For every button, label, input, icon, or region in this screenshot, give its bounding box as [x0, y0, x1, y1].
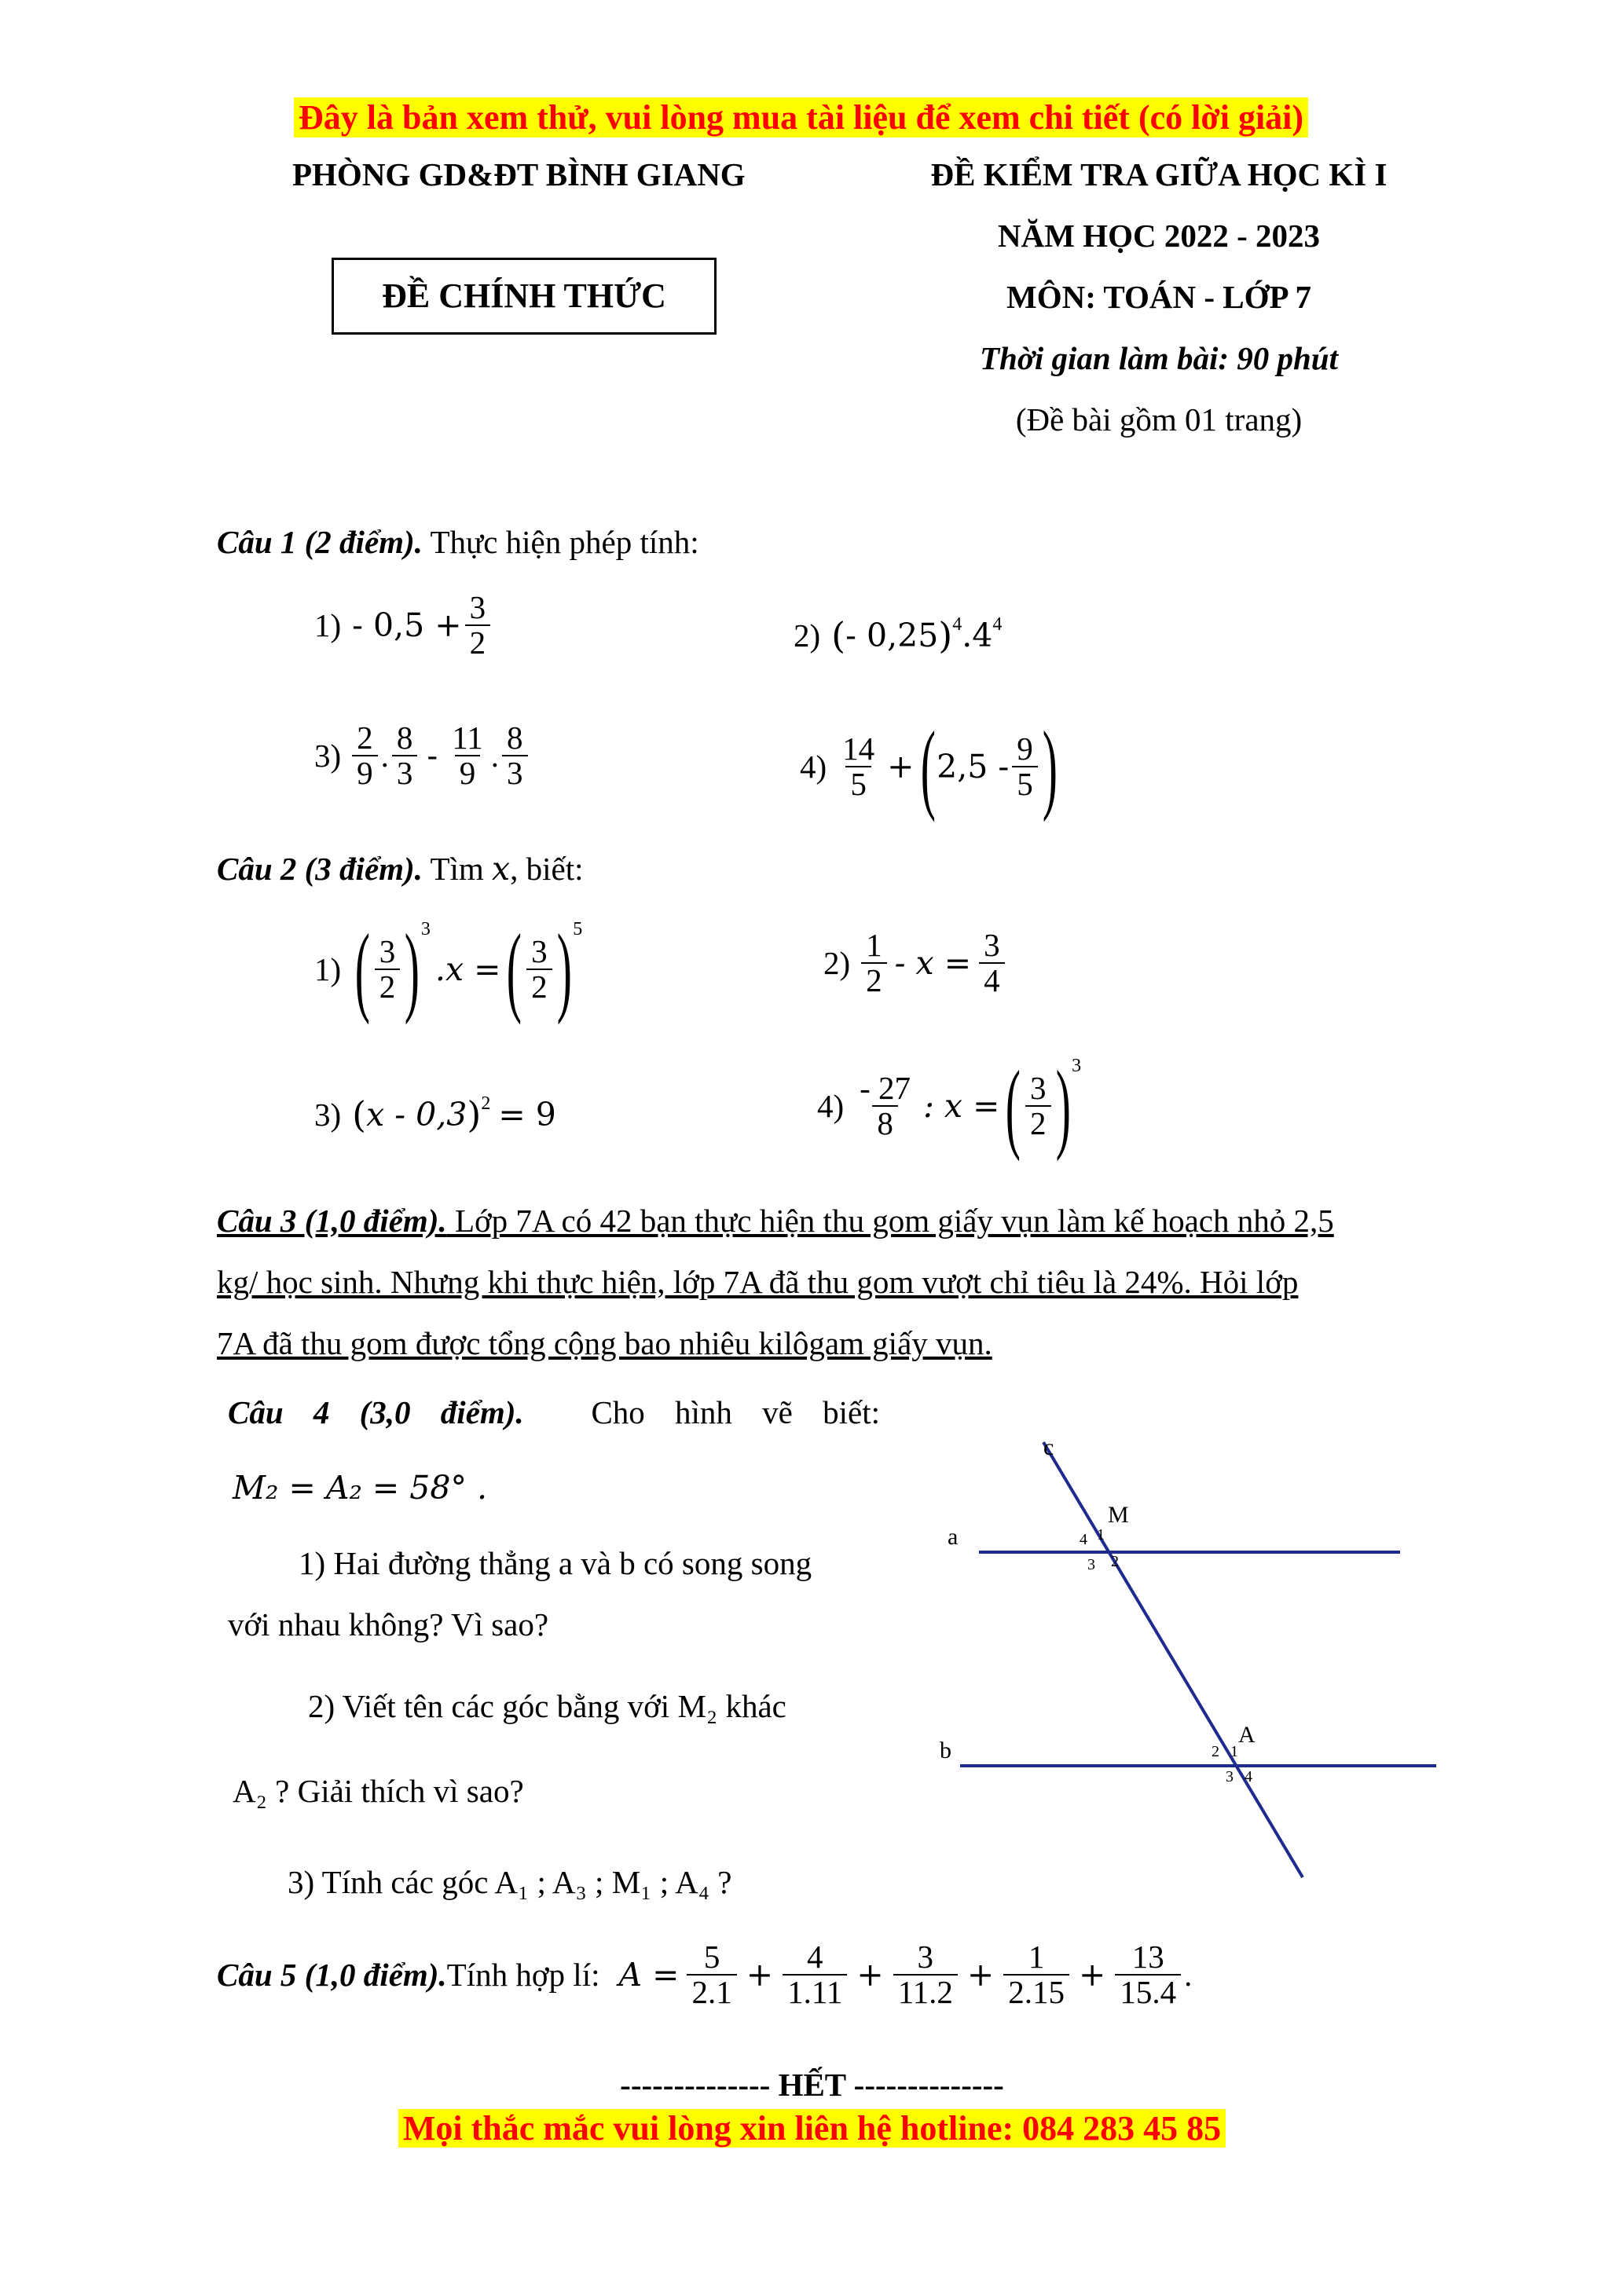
- fraction: [861, 928, 887, 998]
- right-paren: ): [405, 914, 420, 1025]
- variable: x: [492, 850, 511, 888]
- plus-operator: +: [746, 1956, 774, 1994]
- official-exam-box: ĐỀ CHÍNH THỨC: [332, 258, 717, 335]
- question-3-title: Câu 3 (1,0 điểm).: [217, 1203, 447, 1239]
- banner-top: Đây là bản xem thử, vui lòng mua tài liệu để xem chi tiết (có lời giải): [294, 97, 1308, 137]
- fraction: [1115, 1940, 1181, 2009]
- item-label: 4): [817, 1088, 845, 1124]
- numerator: 3: [531, 932, 548, 969]
- page-count: (Đề bài gồm 01 trang): [1015, 401, 1303, 438]
- question-4-part-1a: 1) Hai đường thẳng a và b có song song: [299, 1545, 812, 1581]
- question-4-title: Câu 4 (3,0 điểm).: [228, 1394, 524, 1430]
- denominator: 2: [465, 624, 491, 660]
- numerator: 4: [806, 1939, 823, 1975]
- fraction: [392, 721, 418, 790]
- item-label: 1): [314, 607, 342, 644]
- numerator: 3: [379, 932, 396, 969]
- numerator: 3: [984, 927, 1000, 963]
- question-4-part-2b: A₂ ? Giải thích vì sao?: [233, 1773, 524, 1809]
- item-label: 4): [800, 749, 827, 785]
- question-1-prompt: Thực hiện phép tính:: [422, 524, 699, 560]
- fraction: [1025, 1071, 1051, 1141]
- department-name: PHÒNG GD&ĐT BÌNH GIANG: [292, 156, 746, 192]
- numerator: 13: [1131, 1939, 1164, 1975]
- fraction: [447, 721, 487, 790]
- left-paren: (: [920, 711, 936, 822]
- question-2-title: Câu 2 (3 điểm).: [217, 851, 423, 887]
- fraction: [375, 932, 401, 1005]
- angle-A2: 2: [1212, 1743, 1219, 1760]
- banner-bottom: Mọi thắc mắc vui lòng xin liên hệ hotline: 084 283 45 85: [398, 2109, 1226, 2148]
- angle-M1: 1: [1097, 1526, 1105, 1543]
- angle-A3: 3: [1226, 1768, 1234, 1785]
- line-c: [1043, 1442, 1303, 1877]
- q2-item-3: [314, 1093, 556, 1136]
- exponent: 4: [952, 614, 962, 635]
- operator: -: [427, 737, 438, 775]
- plus-operator: +: [966, 1956, 995, 1994]
- dot-operator: .: [380, 738, 389, 774]
- denominator: 8: [872, 1105, 898, 1141]
- label-b: b: [940, 1738, 951, 1763]
- denominator: 2.1: [687, 1974, 736, 2009]
- item-label: 1): [314, 951, 342, 987]
- label-M: M: [1108, 1502, 1129, 1528]
- left-paren: (: [507, 914, 522, 1025]
- denominator: 2.15: [1003, 1974, 1069, 2009]
- expression-text: .4: [962, 617, 993, 654]
- denominator: 2: [1025, 1105, 1051, 1141]
- expression-text: x - 0,3: [366, 1096, 467, 1133]
- expression-text: - 0,5 +: [352, 606, 462, 645]
- exponent: 2: [481, 1093, 491, 1114]
- numerator: 9: [1017, 730, 1033, 767]
- denominator: 9: [455, 755, 481, 790]
- numerator: 2: [357, 720, 373, 756]
- denominator: 1.11: [783, 1974, 847, 2009]
- question-3-line-2: kg/ học sinh. Nhưng khi thực hiện, lớp 7A đã thu gom vượt chỉ tiêu là 24%. Hỏi lớp: [217, 1264, 1299, 1300]
- question-4-prompt: Cho hình vẽ biết:: [591, 1394, 880, 1430]
- label-c: c: [1043, 1434, 1054, 1460]
- question-2-heading: [217, 850, 584, 888]
- question-4-part-3: 3) Tính các góc A₁ ; A₃ ; M₁ ; A₄ ?: [288, 1864, 732, 1900]
- q2-item-4: [817, 1050, 1082, 1162]
- numerator: 11: [452, 720, 483, 756]
- fraction: [838, 732, 879, 801]
- question-4-heading: [228, 1393, 880, 1431]
- expression-text: - x =: [894, 944, 972, 983]
- numerator: 8: [396, 720, 413, 756]
- angle-A1: 1: [1230, 1743, 1238, 1760]
- question-1-heading: [217, 523, 699, 561]
- end-marker: -------------- HẾT --------------: [620, 2067, 1004, 2103]
- fraction: [502, 721, 528, 790]
- fraction: [465, 591, 491, 660]
- school-year: NĂM HỌC 2022 - 2023: [998, 218, 1320, 254]
- fraction: [352, 721, 378, 790]
- question-3-text: Lớp 7A có 42 bạn thực hiện thu gom giấy vụn làm kế hoạch nhỏ 2,5: [446, 1203, 1334, 1239]
- question-2-prompt-end: , biết:: [510, 851, 584, 887]
- question-4-part-1b: với nhau không? Vì sao?: [228, 1606, 549, 1642]
- label-A: A: [1238, 1722, 1256, 1748]
- numerator: 3: [1030, 1069, 1047, 1106]
- denominator: 3: [502, 755, 528, 790]
- item-label: 2): [794, 617, 821, 654]
- q2-item-2: [823, 928, 1008, 998]
- fraction: [687, 1940, 736, 2009]
- expression-lhs: A =: [618, 1956, 680, 1994]
- dot-operator: .: [490, 738, 499, 774]
- item-label: 3): [314, 1097, 342, 1133]
- exponent: 5: [573, 919, 583, 939]
- subject-line: MÔN: TOÁN - LỚP 7: [1006, 279, 1311, 315]
- fraction: [1012, 732, 1038, 801]
- exponent: 4: [992, 614, 1003, 635]
- numerator: 14: [842, 730, 875, 767]
- plus-operator: +: [1079, 1956, 1106, 1994]
- left-paren: (: [352, 1093, 367, 1136]
- numerator: 5: [703, 1939, 720, 1975]
- question-1-title: Câu 1 (2 điểm).: [217, 524, 423, 560]
- fraction: [893, 1940, 958, 2009]
- denominator: 9: [352, 755, 378, 790]
- expression-text: .x =: [434, 950, 501, 988]
- right-paren: ): [556, 914, 572, 1025]
- expression-text: 2,5 -: [937, 748, 1010, 785]
- left-paren: (: [831, 614, 846, 657]
- question-5: [217, 1940, 1192, 2009]
- expression-text: - 0,25: [845, 617, 939, 654]
- geometry-figure: [919, 1414, 1454, 1901]
- question-2-prompt: Tìm: [422, 851, 493, 887]
- numerator: 3: [917, 1939, 934, 1975]
- time-limit: Thời gian làm bài: 90 phút: [979, 340, 1338, 376]
- numerator: 1: [1028, 1939, 1045, 1975]
- right-paren: ): [467, 1093, 482, 1136]
- expression-text: : x =: [923, 1087, 1000, 1125]
- question-4-given: M₂ = A₂ = 58° .: [233, 1469, 488, 1507]
- denominator: 5: [1012, 766, 1038, 801]
- label-a: a: [948, 1524, 959, 1550]
- question-3-line-1: [217, 1202, 1334, 1240]
- denominator: 5: [845, 766, 871, 801]
- item-label: 2): [823, 945, 851, 982]
- exponent: 3: [1072, 1056, 1082, 1076]
- denominator: 15.4: [1115, 1974, 1181, 2009]
- denominator: 3: [392, 755, 418, 790]
- left-paren: (: [1006, 1050, 1021, 1162]
- operator: +: [887, 748, 915, 785]
- fraction: [1003, 1940, 1069, 2009]
- left-paren: (: [354, 914, 371, 1025]
- angle-M2: 2: [1111, 1553, 1119, 1570]
- question-5-prompt: Tính hợp lí:: [446, 1957, 600, 1994]
- angle-A4: 4: [1245, 1768, 1252, 1785]
- exponent: 3: [420, 919, 431, 939]
- angle-M3: 3: [1087, 1556, 1095, 1573]
- right-paren: ): [1055, 1050, 1071, 1162]
- denominator: 11.2: [893, 1974, 958, 2009]
- q1-item-2: [794, 614, 1002, 657]
- denominator: 2: [861, 962, 887, 998]
- numerator: 1: [866, 927, 882, 963]
- fraction: [783, 1940, 847, 2009]
- question-4-part-2a: 2) Viết tên các góc bằng với M₂ khác: [308, 1688, 786, 1724]
- angle-M4: 4: [1080, 1531, 1087, 1548]
- q2-item-1: [314, 914, 583, 1025]
- denominator: 2: [526, 969, 552, 1004]
- numerator: 3: [469, 589, 486, 625]
- period: .: [1184, 1957, 1193, 1994]
- right-paren: ): [938, 614, 953, 657]
- banner-bottom-wrap: [0, 2108, 1624, 2148]
- q1-item-4: [800, 711, 1058, 822]
- question-5-title: Câu 5 (1,0 điểm).: [217, 1957, 447, 1994]
- q1-item-3: [314, 721, 531, 790]
- plus-operator: +: [856, 1956, 884, 1994]
- denominator: 4: [979, 962, 1005, 998]
- item-label: 3): [314, 738, 342, 774]
- numerator: - 27: [860, 1069, 911, 1106]
- fraction: [979, 928, 1005, 998]
- question-3-line-3: 7A đã thu gom được tổng cộng bao nhiêu kilôgam giấy vụn.: [217, 1325, 992, 1361]
- fraction: [526, 932, 552, 1005]
- expression-text: = 9: [498, 1096, 556, 1133]
- numerator: 8: [507, 720, 523, 756]
- denominator: 2: [375, 969, 401, 1004]
- exam-title: ĐỀ KIỂM TRA GIỮA HỌC KÌ I: [930, 156, 1388, 192]
- q1-item-1: [314, 591, 493, 660]
- fraction: [855, 1071, 915, 1141]
- right-paren: ): [1042, 711, 1058, 822]
